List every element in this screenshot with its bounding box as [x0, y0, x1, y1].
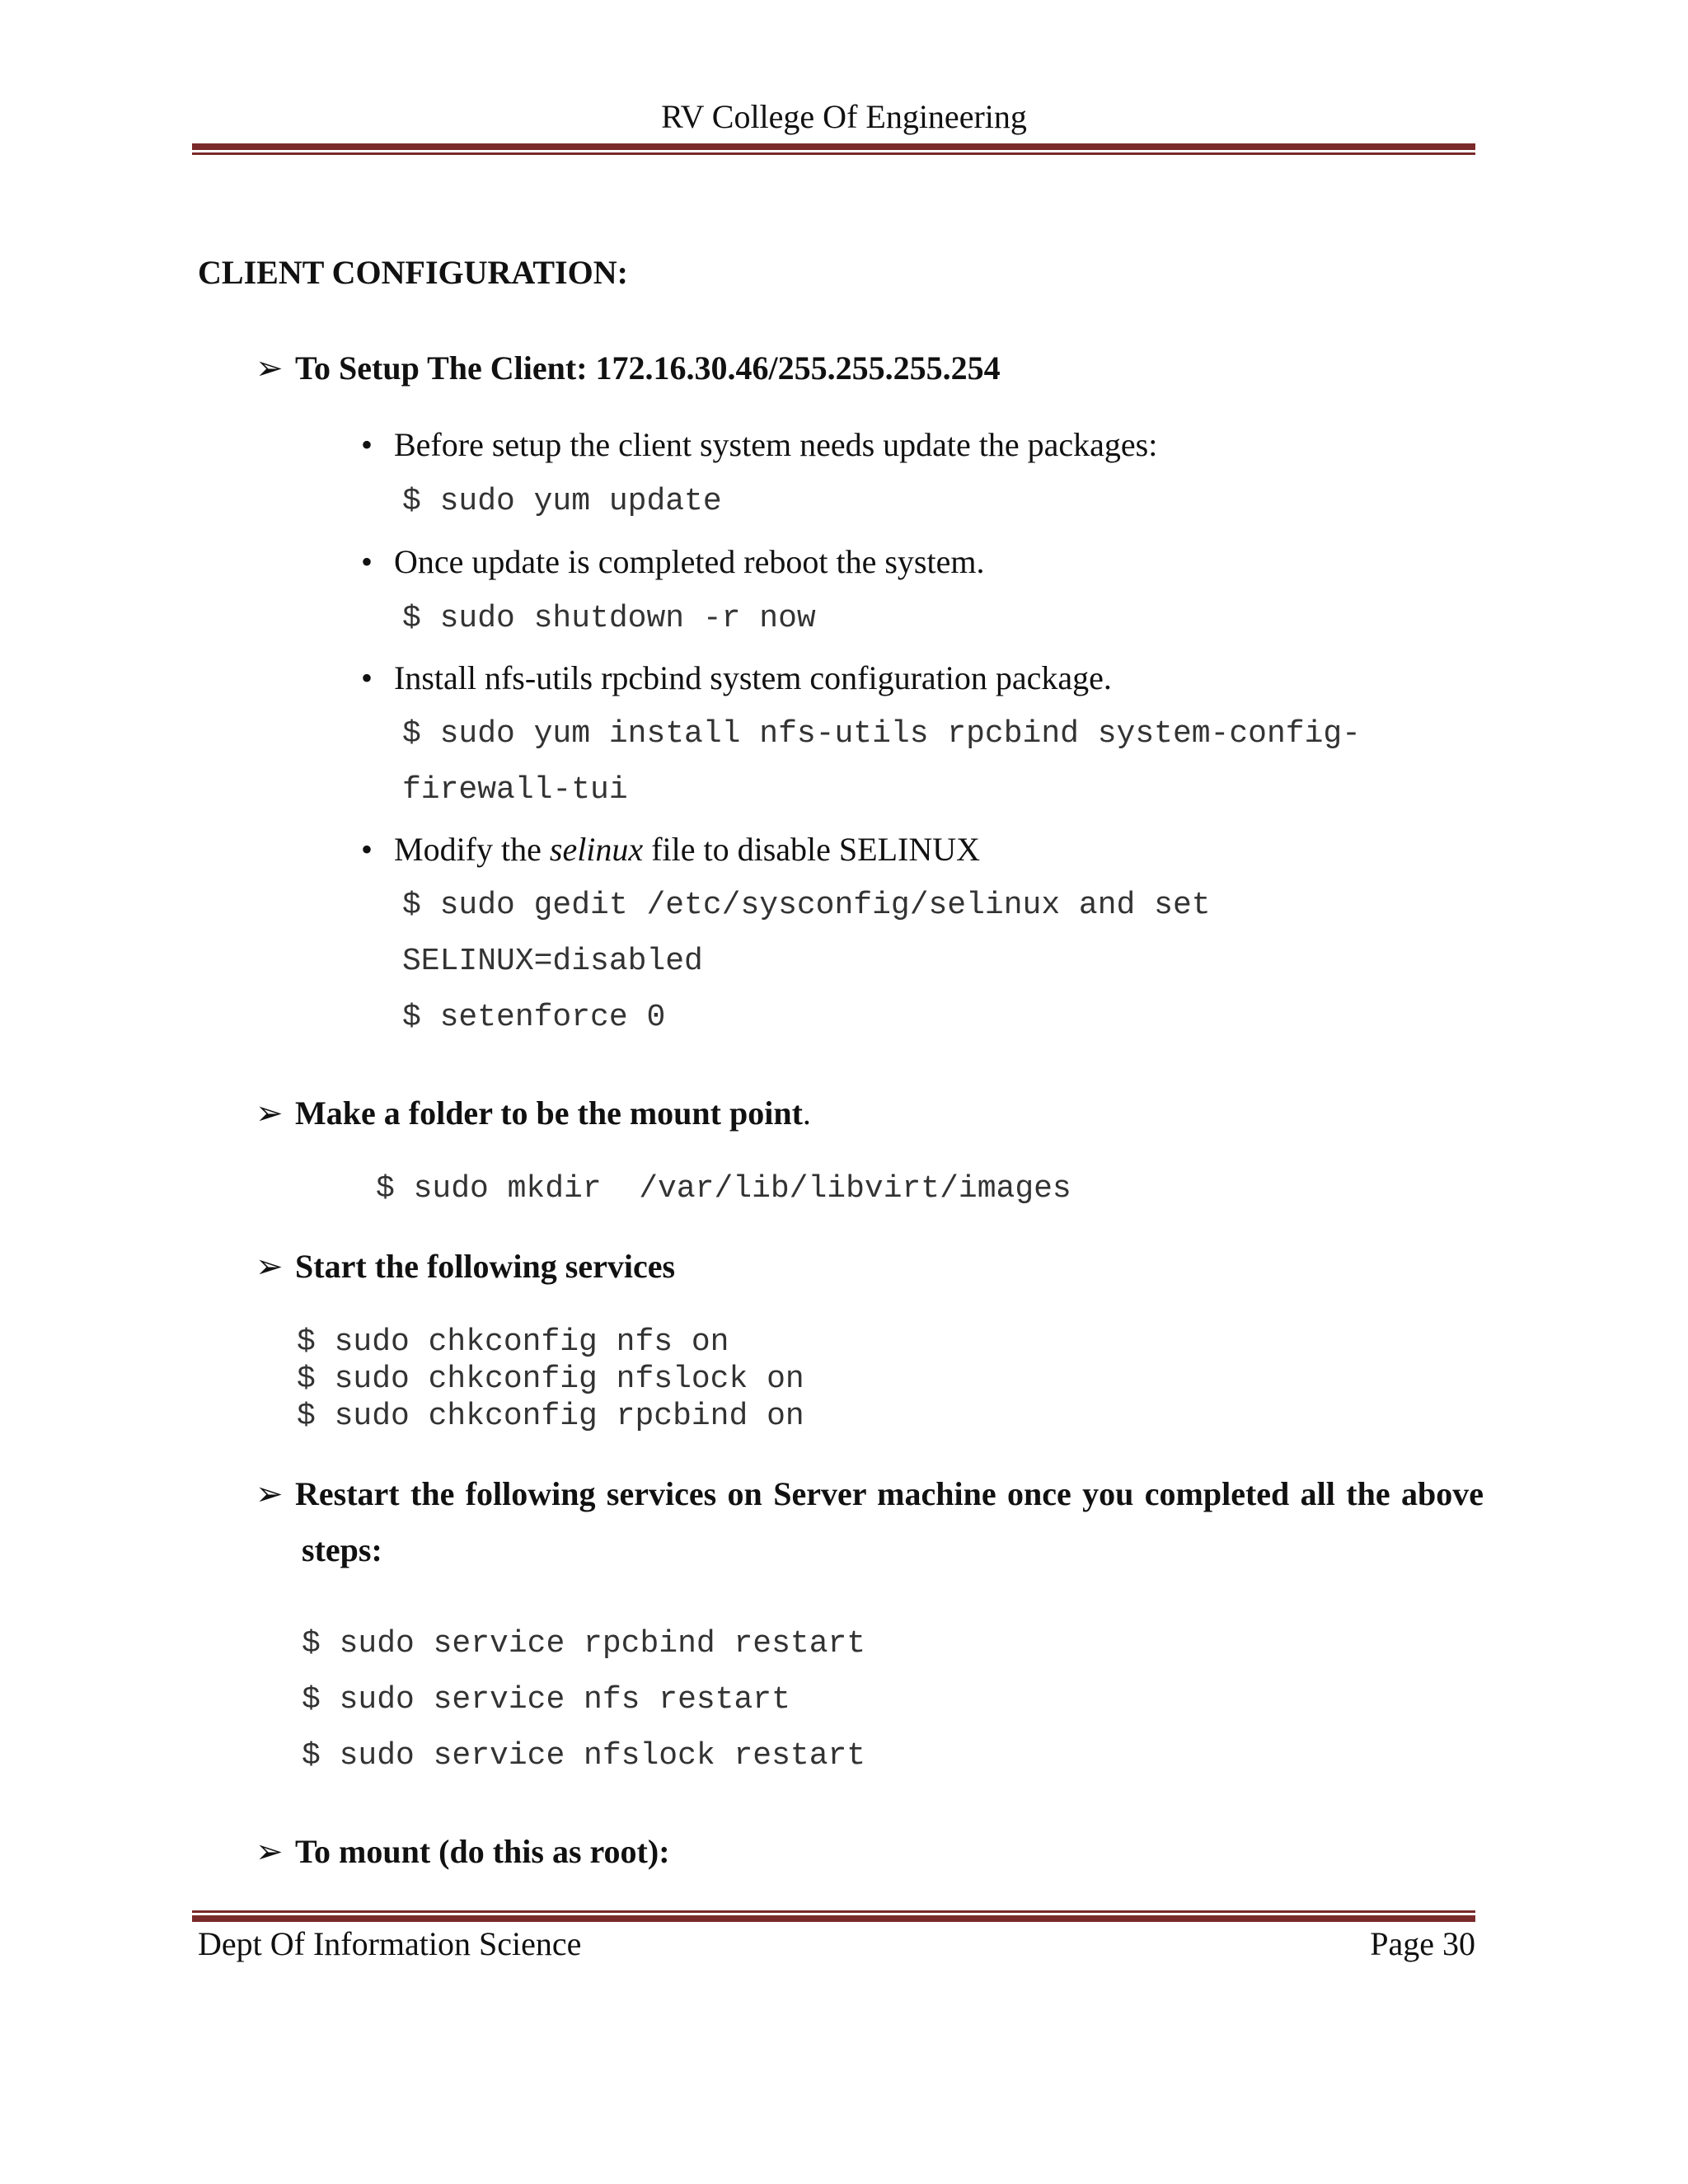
bullet-dot-icon: • — [360, 426, 373, 463]
list-item-text: Before setup the client system needs update the packages: — [394, 426, 1158, 463]
setup-heading-text: To Setup The Client: 172.16.30.46/255.255.255.254 — [295, 349, 1001, 387]
setup-heading — [256, 348, 1001, 389]
services-heading — [256, 1246, 675, 1287]
bullet-dot-icon: • — [360, 831, 373, 868]
restart-heading — [256, 1474, 1484, 1515]
command-line: $ sudo yum install nfs-utils rpcbind system-config- — [402, 716, 1361, 752]
footer-department: Dept Of Information Science — [198, 1925, 582, 1962]
command-line: $ sudo mkdir /var/lib/libvirt/images — [376, 1171, 1071, 1207]
restart-heading-text: Restart the following services on Server machine once you completed all the above — [295, 1475, 1484, 1512]
command-line: $ sudo service nfslock restart — [302, 1738, 866, 1774]
command-line: $ sudo gedit /etc/sysconfig/selinux and set — [402, 888, 1211, 923]
command-line: $ sudo chkconfig rpcbind on — [297, 1399, 804, 1434]
command-line: $ sudo chkconfig nfslock on — [297, 1361, 804, 1397]
list-item-text: Install nfs-utils rpcbind system configuration package. — [394, 659, 1112, 696]
list-item-text: Once update is completed reboot the system. — [394, 543, 985, 580]
command-line: $ sudo shutdown -r now — [402, 601, 816, 636]
list-item-text: Modify the selinux file to disable SELINUX — [394, 831, 980, 868]
command-line: SELINUX=disabled — [402, 944, 703, 979]
arrow-bullet-icon: ➢ — [256, 1475, 284, 1512]
arrow-bullet-icon: ➢ — [256, 1094, 284, 1132]
header-rule — [192, 143, 1475, 155]
mount-point-heading: ➢ Make a folder to be the mount point. — [256, 1093, 811, 1134]
page-number: Page 30 — [1370, 1925, 1475, 1962]
command-line: firewall-tui — [402, 772, 628, 808]
page-header-title: RV College Of Engineering — [661, 98, 1027, 135]
arrow-bullet-icon: ➢ — [256, 349, 284, 387]
restart-heading-cont: steps: — [302, 1531, 382, 1568]
arrow-bullet-icon: ➢ — [256, 1248, 284, 1285]
command-line: $ setenforce 0 — [402, 1000, 666, 1035]
selinux-emphasis: selinux — [549, 831, 644, 868]
mount-heading-text: To mount (do this as root): — [295, 1833, 670, 1870]
command-line: $ sudo service rpcbind restart — [302, 1626, 866, 1661]
bullet-dot-icon: • — [360, 659, 373, 696]
command-line: $ sudo yum update — [402, 484, 722, 519]
services-heading-text: Start the following services — [295, 1248, 676, 1285]
mount-heading — [256, 1831, 670, 1872]
footer-rule — [192, 1910, 1475, 1922]
section-title: CLIENT CONFIGURATION: — [198, 254, 628, 291]
bullet-dot-icon: • — [360, 543, 373, 580]
command-line: $ sudo chkconfig nfs on — [297, 1324, 729, 1360]
arrow-bullet-icon: ➢ — [256, 1833, 284, 1870]
command-line: $ sudo service nfs restart — [302, 1682, 790, 1718]
mount-point-heading-text: Make a folder to be the mount point — [295, 1094, 803, 1132]
